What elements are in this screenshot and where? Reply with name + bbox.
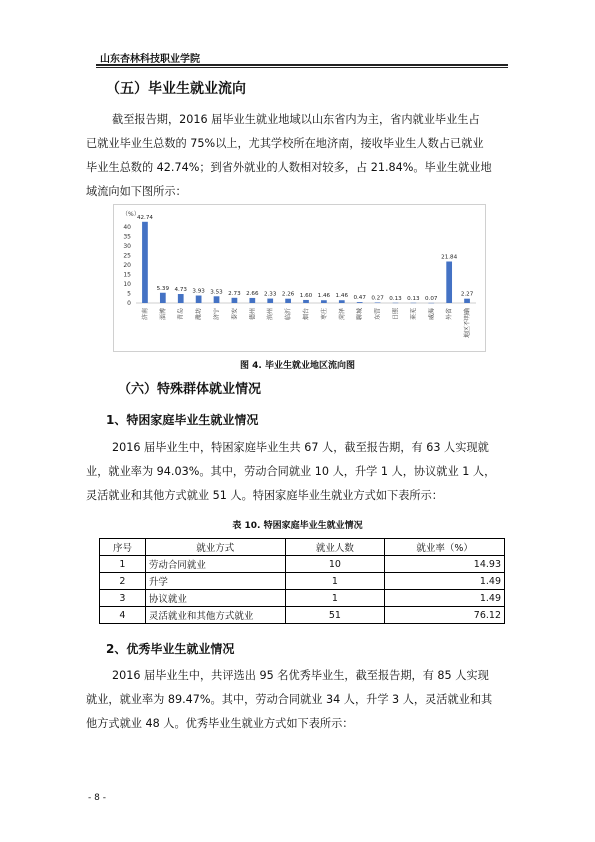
bar <box>464 299 470 303</box>
paragraph-line: 他方式就业 48 人。优秀毕业生就业方式如下表所示： <box>86 717 354 730</box>
x-tick-label: 日照 <box>392 308 400 321</box>
paragraph-line: 截至报告期，2016 届毕业生就业地域以山东省内为主，省内就业毕业生占 <box>112 113 480 126</box>
table-cell-rate: 14.93 <box>385 556 505 573</box>
section-heading-special-groups: （六）特殊群体就业情况 <box>118 382 262 397</box>
table-cell-method: 灵活就业和其他方式就业 <box>145 607 285 624</box>
table-cell-count: 51 <box>285 607 385 624</box>
x-tick-label: 济宁 <box>213 308 221 321</box>
table-poor-family-employment <box>99 538 505 624</box>
paragraph-line: 灵活就业和其他方式就业 51 人。特困家庭毕业生就业方式如下表所示： <box>86 489 443 502</box>
paragraph-line: 域流向如下图所示： <box>86 185 187 198</box>
bar-value-label: 1.60 <box>299 292 313 299</box>
x-tick-label: 地区不明确 <box>464 308 472 339</box>
bar <box>446 262 452 303</box>
paragraph-line: 就业，就业率为 89.47%。其中，劳动合同就业 34 人，升学 3 人，灵活就业和其 <box>86 693 493 706</box>
table-cell-index: 1 <box>100 556 146 573</box>
table-row <box>100 556 505 573</box>
table-title: 表 10. 特困家庭毕业生就业情况 <box>232 521 363 531</box>
table-cell-rate: 76.12 <box>385 607 505 624</box>
y-tick-label: 30 <box>123 243 131 250</box>
y-tick-label: 25 <box>123 252 131 260</box>
x-tick-label: 淄博 <box>159 308 167 321</box>
paragraph-employment-flow <box>86 108 511 204</box>
bar-value-label: 0.47 <box>353 295 366 302</box>
bar <box>285 299 291 303</box>
paragraph-poor-families <box>86 436 511 508</box>
bar <box>232 298 238 303</box>
bar-value-label: 2.33 <box>263 291 277 298</box>
bar <box>214 296 220 303</box>
bar-value-label: 4.73 <box>174 287 187 294</box>
bar <box>196 296 202 303</box>
chart-frame <box>113 204 486 352</box>
bar <box>160 293 166 303</box>
x-tick-label: 外省 <box>446 308 454 321</box>
bar <box>339 300 345 303</box>
x-tick-label: 德州 <box>249 308 257 321</box>
table-cell-method: 升学 <box>145 573 285 590</box>
bar-value-label: 3.93 <box>192 288 205 295</box>
bar-value-label: 42.74 <box>136 214 153 221</box>
bar-value-label: 0.07 <box>425 295 438 302</box>
table-header-cell: 就业人数 <box>285 539 385 556</box>
y-axis-unit-label: （%） <box>122 211 140 218</box>
bar-value-label: 1.46 <box>317 293 331 300</box>
header-rule-thin <box>96 67 508 68</box>
bar <box>249 298 255 303</box>
x-tick-label: 烟台 <box>303 308 310 321</box>
table-cell-method: 劳动合同就业 <box>145 556 285 573</box>
y-tick-label: 40 <box>123 224 131 231</box>
table-header-cell: 就业率（%） <box>385 539 505 556</box>
y-tick-label: 20 <box>123 262 131 269</box>
bar <box>303 300 309 303</box>
bar-value-label: 2.66 <box>246 290 259 297</box>
table-header-row <box>100 539 505 556</box>
y-tick-label: 5 <box>127 290 131 298</box>
x-tick-label: 聊城 <box>356 308 364 321</box>
bar-value-label: 0.27 <box>371 295 384 302</box>
table-cell-index: 3 <box>100 590 146 607</box>
header-rule-thick <box>96 64 508 66</box>
x-tick-label: 青岛 <box>177 308 185 321</box>
table-cell-rate: 1.49 <box>385 590 505 607</box>
table-cell-count: 1 <box>285 573 385 590</box>
x-tick-label: 东营 <box>374 308 382 321</box>
bar-chart-region-flow <box>114 205 485 351</box>
bar-value-label: 21.84 <box>441 254 458 261</box>
x-tick-label: 菏泽 <box>338 308 346 321</box>
bar-value-label: 2.27 <box>460 291 474 298</box>
bar <box>375 302 381 303</box>
y-tick-label: 0 <box>127 300 131 307</box>
page-number: - 8 - <box>88 793 106 803</box>
bar <box>178 294 184 303</box>
table-cell-method: 协议就业 <box>145 590 285 607</box>
bar-value-label: 2.73 <box>228 290 241 297</box>
bar <box>357 302 363 303</box>
table-cell-index: 2 <box>100 573 146 590</box>
bar <box>142 222 148 303</box>
paragraph-line: 2016 届毕业生中，共评选出 95 名优秀毕业生，截至报告期，有 85 人实现 <box>112 669 489 682</box>
paragraph-line: 已就业毕业生总数的 75%以上，尤其学校所在地济南，接收毕业生人数占已就业 <box>86 137 484 150</box>
x-tick-label: 滨州 <box>267 308 275 321</box>
table-row <box>100 573 505 590</box>
bar-value-label: 3.53 <box>210 289 223 296</box>
x-tick-label: 枣庄 <box>320 308 328 321</box>
figure-caption: 图 4. 毕业生就业地区流向图 <box>240 361 355 371</box>
paragraph-line: 2016 届毕业生中，特困家庭毕业生共 67 人，截至报告期，有 63 人实现就 <box>112 441 489 454</box>
y-tick-label: 15 <box>123 271 131 279</box>
bar-value-label: 0.13 <box>407 295 420 302</box>
x-tick-label: 威海 <box>428 308 436 321</box>
x-tick-label: 潍坊 <box>195 308 203 321</box>
x-tick-label: 莱芜 <box>410 308 418 321</box>
table-row <box>100 590 505 607</box>
x-tick-label: 临沂 <box>285 308 293 321</box>
y-tick-label: 35 <box>123 233 131 241</box>
table-header-cell: 就业方式 <box>145 539 285 556</box>
bar <box>321 300 327 303</box>
bar <box>267 299 273 303</box>
bar-value-label: 1.46 <box>335 293 349 300</box>
table-cell-count: 1 <box>285 590 385 607</box>
paragraph-line: 业，就业率为 94.03%。其中，劳动合同就业 10 人，升学 1 人，协议就业 1 人， <box>86 465 496 478</box>
table-cell-rate: 1.49 <box>385 573 505 590</box>
table-header-cell: 序号 <box>100 539 146 556</box>
bar-value-label: 0.13 <box>389 295 402 302</box>
table-cell-index: 4 <box>100 607 146 624</box>
section-heading-employment-flow: （五）毕业生就业流向 <box>106 81 246 97</box>
paragraph-line: 毕业生总数的 42.74%；到省外就业的人数相对较多，占 21.84%。毕业生就业地 <box>86 161 492 174</box>
bar-value-label: 5.39 <box>156 285 170 292</box>
header-institution-name: 山东杏林科技职业学院 <box>100 54 200 65</box>
y-tick-label: 10 <box>123 281 131 288</box>
paragraph-outstanding-graduates <box>86 664 511 736</box>
table-cell-count: 10 <box>285 556 385 573</box>
table-row <box>100 607 505 624</box>
subsection-heading-poor-families: 1、特困家庭毕业生就业情况 <box>106 413 259 427</box>
x-tick-label: 济南 <box>141 308 149 321</box>
x-tick-label: 泰安 <box>231 308 239 321</box>
subsection-heading-outstanding-graduates: 2、优秀毕业生就业情况 <box>106 642 235 656</box>
bar-value-label: 2.26 <box>281 291 295 298</box>
